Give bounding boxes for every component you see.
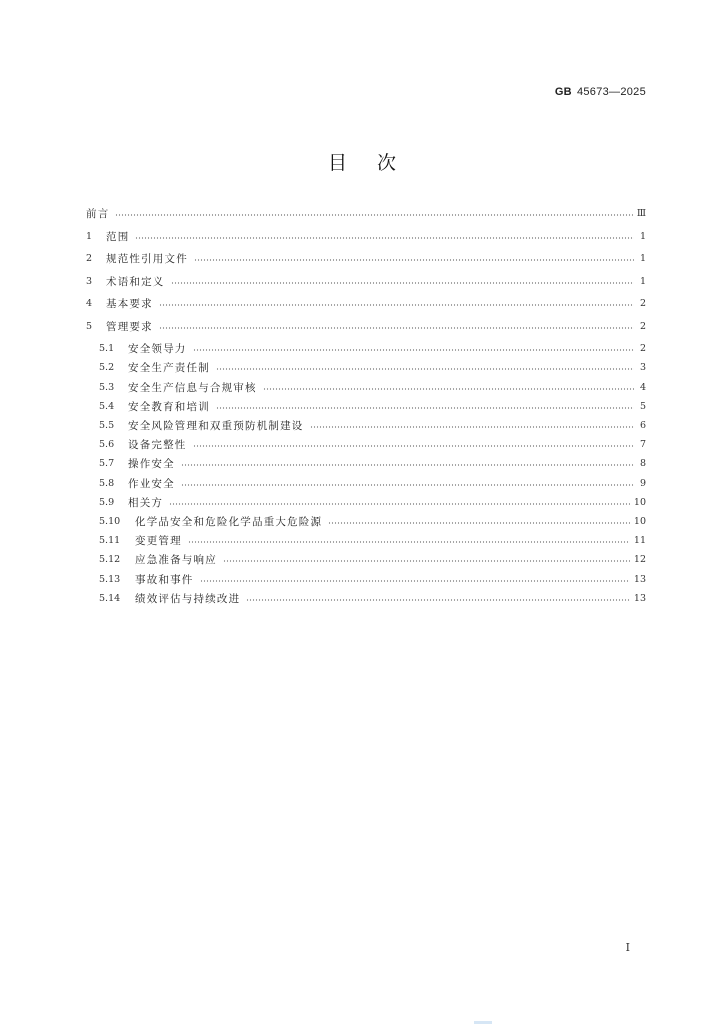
toc-entry-number: 3 [86,276,93,287]
toc-entry-text: 设备完整性 [128,439,187,451]
toc-entry-page: 8 [639,458,646,469]
toc-entry-page: 6 [639,420,646,431]
toc-leader-dots [216,407,634,409]
toc-leader-dots [159,304,634,306]
toc-entry-text: 安全生产责任制 [128,362,210,374]
toc-entry-page: 4 [639,382,646,393]
toc-entry-5-4[interactable] [99,399,646,415]
toc-entry-3[interactable] [86,274,646,290]
toc-entry-number: 5.8 [99,478,115,489]
toc-entry-number: 5.11 [99,535,121,546]
toc-leader-dots [263,388,634,390]
toc-entry-page: 7 [639,439,646,450]
toc-entry-5[interactable] [86,319,646,335]
toc-entry-number: 5.9 [99,497,115,508]
toc-leader-dots [194,259,634,261]
toc-entry-page: 2 [639,343,646,354]
toc-entry-text: 前言 [86,208,110,220]
toc-entry-number: 5.13 [99,574,121,585]
toc-entry-page: 1 [639,253,646,264]
toc-entry-text: 安全风险管理和双重预防机制建设 [128,420,304,432]
toc-entry-number: 5.6 [99,439,115,450]
toc-entry-number: 4 [86,298,93,309]
standard-prefix: GB [554,86,572,98]
toc-entry-5-6[interactable] [99,437,646,453]
toc-entry-text: 安全生产信息与合规审核 [128,382,257,394]
toc-leader-dots [181,464,634,466]
toc-entry-number: 5.5 [99,420,115,431]
toc-entry-2[interactable] [86,251,646,267]
toc-entry-number: 5.7 [99,458,115,469]
toc-entry-page: 13 [633,574,646,585]
toc-entry-page: 3 [639,362,646,373]
toc-entry-page: 9 [639,478,646,489]
toc-entry-page: Ⅲ [636,208,646,219]
toc-entry-5-7[interactable] [99,456,646,472]
toc-entry-5-10[interactable] [99,514,646,530]
toc-entry-number: 1 [86,231,93,242]
toc-entry-page: 1 [639,276,646,287]
toc-title: 目次 [327,152,426,174]
toc-entry-text: 操作安全 [128,458,175,470]
toc-entry-number: 5.10 [99,516,121,527]
toc-entry-text: 管理要求 [106,321,153,333]
toc-entry-5-8[interactable] [99,476,646,492]
toc-entry-text: 规范性引用文件 [106,253,188,265]
page-number: I [625,941,630,954]
toc-entry-5-5[interactable] [99,418,646,434]
toc-entry-5-1[interactable] [99,341,646,357]
toc-entry-text: 术语和定义 [106,276,165,288]
toc-leader-dots [193,349,635,351]
toc-entry-text: 应急准备与响应 [135,554,217,566]
toc-entry-text: 变更管理 [135,535,182,547]
toc-entry-page: 2 [639,298,646,309]
toc-entry-5-3[interactable] [99,380,646,396]
toc-entry-text: 基本要求 [106,298,153,310]
toc-leader-dots [216,368,634,370]
toc-entry-4[interactable] [86,296,646,312]
toc-entry-page: 13 [633,593,646,604]
toc-leader-dots [171,282,635,284]
toc-entry-5-14[interactable] [99,591,646,607]
toc-entry-text: 化学品安全和危险化学品重大危险源 [135,516,323,528]
toc-entry-text: 相关方 [128,497,164,509]
standard-number: 45673—2025 [576,86,646,98]
toc-leader-dots [135,237,634,239]
toc-entry-1[interactable] [86,229,646,245]
toc-entry-5-11[interactable] [99,533,646,549]
toc-entry-text: 事故和事件 [135,574,194,586]
toc-leader-dots [188,541,630,543]
toc-entry-page: 5 [639,401,646,412]
toc-leader-dots [181,484,634,486]
toc-entry-text: 范围 [106,231,130,243]
toc-entry-text: 安全领导力 [128,343,187,355]
toc-entry-number: 5 [86,321,93,332]
toc-entry-5-9[interactable] [99,495,646,511]
standard-code [555,86,646,98]
toc-leader-dots [193,445,635,447]
toc-entry-5-2[interactable] [99,360,646,376]
toc-entry-number: 5.1 [99,343,115,354]
toc-entry-5-12[interactable] [99,552,646,568]
toc-entry-page: 11 [633,535,646,546]
toc-leader-dots [223,560,630,562]
toc-leader-dots [159,327,634,329]
toc-entry-page: 1 [639,231,646,242]
toc-entry-number: 5.14 [99,593,121,604]
toc-entry-number: 5.4 [99,401,115,412]
toc-entry-foreword[interactable] [86,206,646,222]
toc-leader-dots [246,599,630,601]
toc-entry-text: 作业安全 [128,478,175,490]
toc-leader-dots [115,214,632,216]
toc-entry-page: 12 [633,554,646,565]
toc-leader-dots [328,522,630,524]
toc-entry-5-13[interactable] [99,572,646,588]
toc-leader-dots [310,426,635,428]
toc-entry-text: 安全教育和培训 [128,401,210,413]
toc-entry-number: 2 [86,253,93,264]
toc-entry-number: 5.2 [99,362,115,373]
toc-entry-page: 10 [633,497,646,508]
toc-entry-number: 5.3 [99,382,115,393]
toc-entry-text: 绩效评估与持续改进 [135,593,241,605]
toc-leader-dots [200,580,630,582]
toc-entry-page: 2 [639,321,646,332]
toc-entry-page: 10 [633,516,646,527]
toc-leader-dots [169,503,630,505]
toc-entry-number: 5.12 [99,554,121,565]
